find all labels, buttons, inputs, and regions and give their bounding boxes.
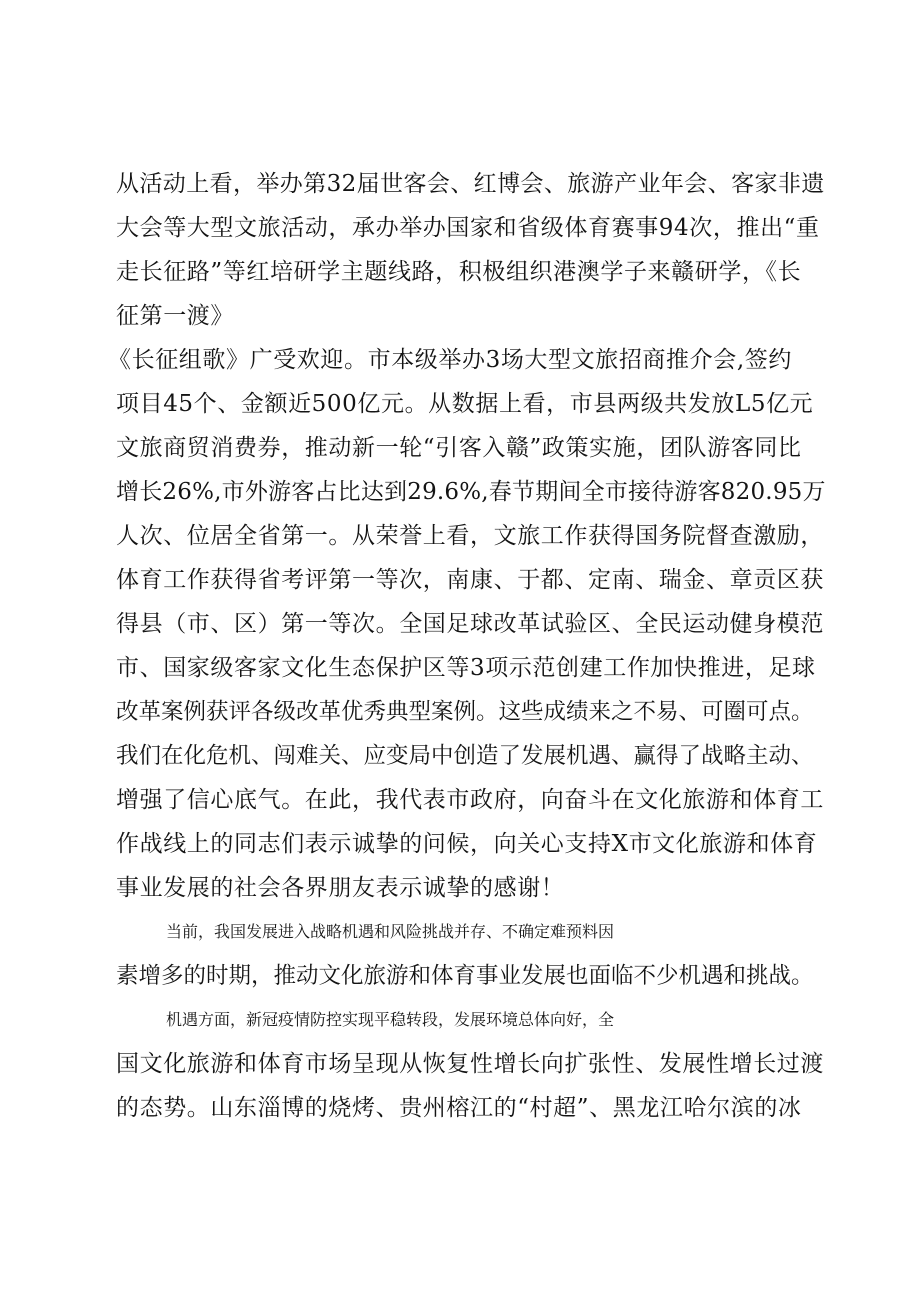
text-line: 文旅商贸消费券，推动新一轮“引客入赣”政策实施，团队游客同比 (116, 435, 802, 461)
text-line: 事业发展的社会各界朋友表示诚挚的感谢！ (116, 875, 565, 901)
text-line: 我们在化危机、闯难关、应变局中创造了发展机遇、赢得了战略主动、 (116, 743, 814, 769)
text-line: 从活动上看，举办第32届世客会、红博会、旅游产业年会、客家非遗 (116, 171, 825, 197)
text-line: 改革案例获评各级改革优秀典型案例。这些成绩来之不易、可圈可点。 (116, 699, 814, 725)
text-line: 得县（市、区）第一等次。全国足球改革试验区、全民运动健身模范 (116, 611, 824, 637)
text-line: 增强了信心底气。在此，我代表市政府，向奋斗在文化旅游和体育工 (116, 787, 824, 813)
text-line: 增长26%,市外游客占比达到29.6%,春节期间全市接待游客820.95万 (116, 479, 826, 505)
text-line: 《长征组歌》广受欢迎。市本级举办3场大型文旅招商推介会,签约 (108, 347, 792, 373)
text-line: 的态势。山东淄博的烧烤、贵州榕江的“村超”、黑龙江哈尔滨的冰 (116, 1095, 802, 1121)
text-line: 国文化旅游和体育市场呈现从恢复性增长向扩张性、发展性增长过渡 (116, 1051, 824, 1077)
text-line: 征第一渡》 (116, 303, 234, 329)
text-line: 项目45个、金额近500亿元。从数据上看，市县两级共发放L5亿元 (116, 391, 814, 417)
text-line: 机遇方面，新冠疫情防控实现平稳转段，发展环境总体向好，全 (166, 1010, 615, 1029)
text-line: 素增多的时期，推动文化旅游和体育事业发展也面临不少机遇和挑战。 (116, 963, 814, 989)
text-line: 市、国家级客家文化生态保护区等3项示范创建工作加快推进，足球 (116, 655, 816, 681)
text-line: 当前，我国发展进入战略机遇和风险挑战并存、不确定难预料因 (166, 922, 615, 941)
text-line: 走长征路”等红培研学主题线路，积极组织港澳学子来赣研学，《长 (116, 259, 802, 285)
text-line: 人次、位居全省第一。从荣誉上看，文旅工作获得国务院督查激励， (116, 523, 824, 549)
text-line: 作战线上的同志们表示诚挚的问候，向关心支持X市文化旅游和体育 (116, 831, 818, 857)
text-line: 体育工作获得省考评第一等次，南康、于都、定南、瑞金、章贡区获 (116, 567, 824, 593)
text-line: 大会等大型文旅活动，承办举办国家和省级体育赛事94次，推出“重 (116, 215, 820, 241)
